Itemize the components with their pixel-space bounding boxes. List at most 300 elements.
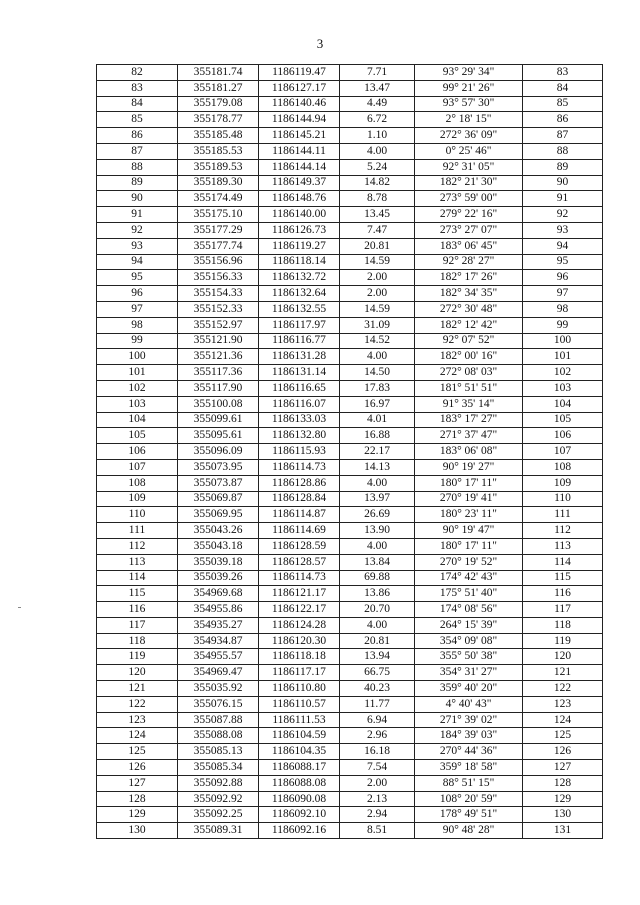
next-point-number-cell: 130 xyxy=(523,807,603,823)
y-coordinate-cell: 1186121.17 xyxy=(259,586,340,602)
table-row xyxy=(97,570,603,586)
x-coordinate-cell: 355088.08 xyxy=(178,728,259,744)
next-point-number-cell: 90 xyxy=(523,175,603,191)
direction-angle-cell: 91° 35' 14" xyxy=(415,396,523,412)
distance-cell: 26.69 xyxy=(340,507,415,523)
table-row xyxy=(97,80,603,96)
next-point-number-cell: 131 xyxy=(523,823,603,839)
table-row xyxy=(97,191,603,207)
next-point-number-cell: 120 xyxy=(523,649,603,665)
x-coordinate-cell: 355174.49 xyxy=(178,191,259,207)
table-row xyxy=(97,475,603,491)
y-coordinate-cell: 1186128.57 xyxy=(259,554,340,570)
x-coordinate-cell: 355092.25 xyxy=(178,807,259,823)
direction-angle-cell: 174° 42' 43" xyxy=(415,570,523,586)
table-row xyxy=(97,428,603,444)
table-row xyxy=(97,791,603,807)
distance-cell: 4.00 xyxy=(340,475,415,491)
x-coordinate-cell: 355085.34 xyxy=(178,760,259,776)
next-point-number-cell: 105 xyxy=(523,412,603,428)
next-point-number-cell: 108 xyxy=(523,459,603,475)
distance-cell: 2.00 xyxy=(340,270,415,286)
next-point-number-cell: 111 xyxy=(523,507,603,523)
direction-angle-cell: 264° 15' 39" xyxy=(415,617,523,633)
x-coordinate-cell: 355177.29 xyxy=(178,222,259,238)
coordinates-table xyxy=(96,64,603,839)
y-coordinate-cell: 1186132.64 xyxy=(259,286,340,302)
table-row xyxy=(97,365,603,381)
x-coordinate-cell: 355121.36 xyxy=(178,349,259,365)
next-point-number-cell: 104 xyxy=(523,396,603,412)
direction-angle-cell: 354° 09' 08" xyxy=(415,633,523,649)
distance-cell: 16.97 xyxy=(340,396,415,412)
distance-cell: 13.45 xyxy=(340,207,415,223)
y-coordinate-cell: 1186116.77 xyxy=(259,333,340,349)
y-coordinate-cell: 1186120.30 xyxy=(259,633,340,649)
table-row xyxy=(97,175,603,191)
table-row xyxy=(97,586,603,602)
point-number-cell: 103 xyxy=(97,396,178,412)
x-coordinate-cell: 355043.18 xyxy=(178,538,259,554)
table-row xyxy=(97,459,603,475)
table-row xyxy=(97,159,603,175)
margin-mark xyxy=(18,607,21,608)
next-point-number-cell: 107 xyxy=(523,444,603,460)
table-row xyxy=(97,128,603,144)
x-coordinate-cell: 355069.87 xyxy=(178,491,259,507)
x-coordinate-cell: 355076.15 xyxy=(178,696,259,712)
y-coordinate-cell: 1186088.17 xyxy=(259,760,340,776)
table-row xyxy=(97,760,603,776)
direction-angle-cell: 270° 19' 41" xyxy=(415,491,523,507)
direction-angle-cell: 93° 57' 30" xyxy=(415,96,523,112)
direction-angle-cell: 178° 49' 51" xyxy=(415,807,523,823)
x-coordinate-cell: 354935.27 xyxy=(178,617,259,633)
point-number-cell: 94 xyxy=(97,254,178,270)
distance-cell: 7.47 xyxy=(340,222,415,238)
x-coordinate-cell: 355092.88 xyxy=(178,775,259,791)
point-number-cell: 113 xyxy=(97,554,178,570)
next-point-number-cell: 92 xyxy=(523,207,603,223)
y-coordinate-cell: 1186104.59 xyxy=(259,728,340,744)
direction-angle-cell: 184° 39' 03" xyxy=(415,728,523,744)
next-point-number-cell: 114 xyxy=(523,554,603,570)
point-number-cell: 102 xyxy=(97,380,178,396)
next-point-number-cell: 93 xyxy=(523,222,603,238)
point-number-cell: 104 xyxy=(97,412,178,428)
x-coordinate-cell: 355175.10 xyxy=(178,207,259,223)
x-coordinate-cell: 355087.88 xyxy=(178,712,259,728)
page-number: 3 xyxy=(316,36,324,51)
x-coordinate-cell: 355117.90 xyxy=(178,380,259,396)
table-row xyxy=(97,286,603,302)
x-coordinate-cell: 355069.95 xyxy=(178,507,259,523)
direction-angle-cell: 174° 08' 56" xyxy=(415,602,523,618)
table-row xyxy=(97,681,603,697)
next-point-number-cell: 110 xyxy=(523,491,603,507)
direction-angle-cell: 182° 00' 16" xyxy=(415,349,523,365)
x-coordinate-cell: 355177.74 xyxy=(178,238,259,254)
point-number-cell: 109 xyxy=(97,491,178,507)
next-point-number-cell: 126 xyxy=(523,744,603,760)
distance-cell: 4.00 xyxy=(340,538,415,554)
point-number-cell: 85 xyxy=(97,112,178,128)
y-coordinate-cell: 1186116.65 xyxy=(259,380,340,396)
direction-angle-cell: 180° 17' 11" xyxy=(415,538,523,554)
point-number-cell: 128 xyxy=(97,791,178,807)
direction-angle-cell: 272° 36' 09" xyxy=(415,128,523,144)
point-number-cell: 88 xyxy=(97,159,178,175)
next-point-number-cell: 106 xyxy=(523,428,603,444)
y-coordinate-cell: 1186127.17 xyxy=(259,80,340,96)
table-row xyxy=(97,649,603,665)
point-number-cell: 93 xyxy=(97,238,178,254)
distance-cell: 2.94 xyxy=(340,807,415,823)
distance-cell: 17.83 xyxy=(340,380,415,396)
point-number-cell: 95 xyxy=(97,270,178,286)
point-number-cell: 97 xyxy=(97,301,178,317)
next-point-number-cell: 86 xyxy=(523,112,603,128)
table-row xyxy=(97,65,603,81)
table-row xyxy=(97,775,603,791)
distance-cell: 7.71 xyxy=(340,65,415,81)
next-point-number-cell: 84 xyxy=(523,80,603,96)
y-coordinate-cell: 1186115.93 xyxy=(259,444,340,460)
direction-angle-cell: 182° 34' 35" xyxy=(415,286,523,302)
table-row xyxy=(97,617,603,633)
point-number-cell: 124 xyxy=(97,728,178,744)
x-coordinate-cell: 355092.92 xyxy=(178,791,259,807)
point-number-cell: 121 xyxy=(97,681,178,697)
point-number-cell: 82 xyxy=(97,65,178,81)
x-coordinate-cell: 355039.18 xyxy=(178,554,259,570)
point-number-cell: 84 xyxy=(97,96,178,112)
distance-cell: 20.81 xyxy=(340,633,415,649)
point-number-cell: 129 xyxy=(97,807,178,823)
direction-angle-cell: 272° 30' 48" xyxy=(415,301,523,317)
x-coordinate-cell: 355154.33 xyxy=(178,286,259,302)
direction-angle-cell: 271° 39' 02" xyxy=(415,712,523,728)
point-number-cell: 87 xyxy=(97,143,178,159)
distance-cell: 13.94 xyxy=(340,649,415,665)
direction-angle-cell: 90° 19' 27" xyxy=(415,459,523,475)
direction-angle-cell: 270° 44' 36" xyxy=(415,744,523,760)
table-row xyxy=(97,96,603,112)
distance-cell: 6.72 xyxy=(340,112,415,128)
distance-cell: 7.54 xyxy=(340,760,415,776)
table-row xyxy=(97,444,603,460)
y-coordinate-cell: 1186132.72 xyxy=(259,270,340,286)
point-number-cell: 125 xyxy=(97,744,178,760)
next-point-number-cell: 118 xyxy=(523,617,603,633)
y-coordinate-cell: 1186110.80 xyxy=(259,681,340,697)
distance-cell: 4.00 xyxy=(340,143,415,159)
coordinates-table-body xyxy=(97,65,603,839)
x-coordinate-cell: 355152.97 xyxy=(178,317,259,333)
x-coordinate-cell: 354934.87 xyxy=(178,633,259,649)
point-number-cell: 86 xyxy=(97,128,178,144)
x-coordinate-cell: 355085.13 xyxy=(178,744,259,760)
next-point-number-cell: 99 xyxy=(523,317,603,333)
y-coordinate-cell: 1186132.80 xyxy=(259,428,340,444)
distance-cell: 13.90 xyxy=(340,523,415,539)
y-coordinate-cell: 1186114.73 xyxy=(259,570,340,586)
y-coordinate-cell: 1186133.03 xyxy=(259,412,340,428)
direction-angle-cell: 90° 19' 47" xyxy=(415,523,523,539)
direction-angle-cell: 183° 06' 45" xyxy=(415,238,523,254)
point-number-cell: 130 xyxy=(97,823,178,839)
distance-cell: 13.86 xyxy=(340,586,415,602)
x-coordinate-cell: 355095.61 xyxy=(178,428,259,444)
distance-cell: 66.75 xyxy=(340,665,415,681)
y-coordinate-cell: 1186092.10 xyxy=(259,807,340,823)
next-point-number-cell: 96 xyxy=(523,270,603,286)
table-row xyxy=(97,491,603,507)
point-number-cell: 99 xyxy=(97,333,178,349)
y-coordinate-cell: 1186090.08 xyxy=(259,791,340,807)
x-coordinate-cell: 354969.68 xyxy=(178,586,259,602)
x-coordinate-cell: 355035.92 xyxy=(178,681,259,697)
table-row xyxy=(97,554,603,570)
point-number-cell: 108 xyxy=(97,475,178,491)
table-row xyxy=(97,712,603,728)
x-coordinate-cell: 355181.27 xyxy=(178,80,259,96)
direction-angle-cell: 355° 50' 38" xyxy=(415,649,523,665)
distance-cell: 1.10 xyxy=(340,128,415,144)
point-number-cell: 92 xyxy=(97,222,178,238)
point-number-cell: 112 xyxy=(97,538,178,554)
distance-cell: 5.24 xyxy=(340,159,415,175)
table-row xyxy=(97,207,603,223)
x-coordinate-cell: 355178.77 xyxy=(178,112,259,128)
distance-cell: 2.00 xyxy=(340,286,415,302)
direction-angle-cell: 0° 25' 46" xyxy=(415,143,523,159)
y-coordinate-cell: 1186092.16 xyxy=(259,823,340,839)
distance-cell: 2.96 xyxy=(340,728,415,744)
x-coordinate-cell: 355156.33 xyxy=(178,270,259,286)
x-coordinate-cell: 355156.96 xyxy=(178,254,259,270)
y-coordinate-cell: 1186140.00 xyxy=(259,207,340,223)
x-coordinate-cell: 355089.31 xyxy=(178,823,259,839)
table-row xyxy=(97,665,603,681)
y-coordinate-cell: 1186128.59 xyxy=(259,538,340,554)
distance-cell: 4.00 xyxy=(340,349,415,365)
table-row xyxy=(97,143,603,159)
table-row xyxy=(97,523,603,539)
y-coordinate-cell: 1186131.14 xyxy=(259,365,340,381)
x-coordinate-cell: 355179.08 xyxy=(178,96,259,112)
next-point-number-cell: 103 xyxy=(523,380,603,396)
next-point-number-cell: 113 xyxy=(523,538,603,554)
distance-cell: 13.84 xyxy=(340,554,415,570)
y-coordinate-cell: 1186114.69 xyxy=(259,523,340,539)
point-number-cell: 90 xyxy=(97,191,178,207)
next-point-number-cell: 122 xyxy=(523,681,603,697)
y-coordinate-cell: 1186114.87 xyxy=(259,507,340,523)
distance-cell: 14.52 xyxy=(340,333,415,349)
direction-angle-cell: 279° 22' 16" xyxy=(415,207,523,223)
x-coordinate-cell: 355100.08 xyxy=(178,396,259,412)
direction-angle-cell: 182° 17' 26" xyxy=(415,270,523,286)
x-coordinate-cell: 355099.61 xyxy=(178,412,259,428)
point-number-cell: 100 xyxy=(97,349,178,365)
distance-cell: 13.47 xyxy=(340,80,415,96)
y-coordinate-cell: 1186088.08 xyxy=(259,775,340,791)
next-point-number-cell: 112 xyxy=(523,523,603,539)
next-point-number-cell: 125 xyxy=(523,728,603,744)
table-row xyxy=(97,222,603,238)
y-coordinate-cell: 1186128.86 xyxy=(259,475,340,491)
direction-angle-cell: 181° 51' 51" xyxy=(415,380,523,396)
x-coordinate-cell: 355117.36 xyxy=(178,365,259,381)
direction-angle-cell: 182° 21' 30" xyxy=(415,175,523,191)
distance-cell: 22.17 xyxy=(340,444,415,460)
distance-cell: 2.13 xyxy=(340,791,415,807)
distance-cell: 14.13 xyxy=(340,459,415,475)
direction-angle-cell: 108° 20' 59" xyxy=(415,791,523,807)
next-point-number-cell: 124 xyxy=(523,712,603,728)
x-coordinate-cell: 355039.26 xyxy=(178,570,259,586)
y-coordinate-cell: 1186144.14 xyxy=(259,159,340,175)
y-coordinate-cell: 1186128.84 xyxy=(259,491,340,507)
point-number-cell: 119 xyxy=(97,649,178,665)
x-coordinate-cell: 354969.47 xyxy=(178,665,259,681)
distance-cell: 13.97 xyxy=(340,491,415,507)
y-coordinate-cell: 1186110.57 xyxy=(259,696,340,712)
direction-angle-cell: 88° 51' 15" xyxy=(415,775,523,791)
y-coordinate-cell: 1186114.73 xyxy=(259,459,340,475)
direction-angle-cell: 175° 51' 40" xyxy=(415,586,523,602)
table-row xyxy=(97,744,603,760)
y-coordinate-cell: 1186116.07 xyxy=(259,396,340,412)
x-coordinate-cell: 354955.86 xyxy=(178,602,259,618)
distance-cell: 8.51 xyxy=(340,823,415,839)
direction-angle-cell: 2° 18' 15" xyxy=(415,112,523,128)
distance-cell: 6.94 xyxy=(340,712,415,728)
distance-cell: 8.78 xyxy=(340,191,415,207)
next-point-number-cell: 129 xyxy=(523,791,603,807)
y-coordinate-cell: 1186104.35 xyxy=(259,744,340,760)
point-number-cell: 101 xyxy=(97,365,178,381)
point-number-cell: 106 xyxy=(97,444,178,460)
table-row xyxy=(97,238,603,254)
next-point-number-cell: 116 xyxy=(523,586,603,602)
y-coordinate-cell: 1186111.53 xyxy=(259,712,340,728)
x-coordinate-cell: 355073.95 xyxy=(178,459,259,475)
y-coordinate-cell: 1186145.21 xyxy=(259,128,340,144)
y-coordinate-cell: 1186144.94 xyxy=(259,112,340,128)
y-coordinate-cell: 1186148.76 xyxy=(259,191,340,207)
y-coordinate-cell: 1186144.11 xyxy=(259,143,340,159)
table-row xyxy=(97,823,603,839)
point-number-cell: 116 xyxy=(97,602,178,618)
x-coordinate-cell: 355043.26 xyxy=(178,523,259,539)
x-coordinate-cell: 355189.30 xyxy=(178,175,259,191)
table-row xyxy=(97,380,603,396)
direction-angle-cell: 183° 06' 08" xyxy=(415,444,523,460)
x-coordinate-cell: 355152.33 xyxy=(178,301,259,317)
point-number-cell: 105 xyxy=(97,428,178,444)
next-point-number-cell: 128 xyxy=(523,775,603,791)
point-number-cell: 122 xyxy=(97,696,178,712)
point-number-cell: 96 xyxy=(97,286,178,302)
distance-cell: 2.00 xyxy=(340,775,415,791)
point-number-cell: 110 xyxy=(97,507,178,523)
direction-angle-cell: 359° 18' 58" xyxy=(415,760,523,776)
table-row xyxy=(97,396,603,412)
direction-angle-cell: 99° 21' 26" xyxy=(415,80,523,96)
point-number-cell: 117 xyxy=(97,617,178,633)
direction-angle-cell: 272° 08' 03" xyxy=(415,365,523,381)
distance-cell: 20.70 xyxy=(340,602,415,618)
y-coordinate-cell: 1186140.46 xyxy=(259,96,340,112)
distance-cell: 4.49 xyxy=(340,96,415,112)
next-point-number-cell: 119 xyxy=(523,633,603,649)
point-number-cell: 98 xyxy=(97,317,178,333)
y-coordinate-cell: 1186131.28 xyxy=(259,349,340,365)
x-coordinate-cell: 355189.53 xyxy=(178,159,259,175)
next-point-number-cell: 102 xyxy=(523,365,603,381)
distance-cell: 4.01 xyxy=(340,412,415,428)
point-number-cell: 115 xyxy=(97,586,178,602)
distance-cell: 40.23 xyxy=(340,681,415,697)
distance-cell: 31.09 xyxy=(340,317,415,333)
next-point-number-cell: 85 xyxy=(523,96,603,112)
y-coordinate-cell: 1186122.17 xyxy=(259,602,340,618)
table-row xyxy=(97,254,603,270)
point-number-cell: 114 xyxy=(97,570,178,586)
y-coordinate-cell: 1186117.17 xyxy=(259,665,340,681)
table-row xyxy=(97,349,603,365)
x-coordinate-cell: 355096.09 xyxy=(178,444,259,460)
x-coordinate-cell: 354955.57 xyxy=(178,649,259,665)
table-row xyxy=(97,633,603,649)
point-number-cell: 91 xyxy=(97,207,178,223)
point-number-cell: 83 xyxy=(97,80,178,96)
point-number-cell: 120 xyxy=(97,665,178,681)
direction-angle-cell: 271° 37' 47" xyxy=(415,428,523,444)
distance-cell: 14.50 xyxy=(340,365,415,381)
direction-angle-cell: 92° 31' 05" xyxy=(415,159,523,175)
direction-angle-cell: 180° 17' 11" xyxy=(415,475,523,491)
next-point-number-cell: 121 xyxy=(523,665,603,681)
direction-angle-cell: 354° 31' 27" xyxy=(415,665,523,681)
x-coordinate-cell: 355073.87 xyxy=(178,475,259,491)
distance-cell: 14.59 xyxy=(340,254,415,270)
table-row xyxy=(97,270,603,286)
next-point-number-cell: 91 xyxy=(523,191,603,207)
direction-angle-cell: 183° 17' 27" xyxy=(415,412,523,428)
point-number-cell: 123 xyxy=(97,712,178,728)
table-row xyxy=(97,301,603,317)
direction-angle-cell: 270° 19' 52" xyxy=(415,554,523,570)
next-point-number-cell: 109 xyxy=(523,475,603,491)
direction-angle-cell: 93° 29' 34" xyxy=(415,65,523,81)
direction-angle-cell: 182° 12' 42" xyxy=(415,317,523,333)
next-point-number-cell: 94 xyxy=(523,238,603,254)
next-point-number-cell: 89 xyxy=(523,159,603,175)
distance-cell: 4.00 xyxy=(340,617,415,633)
next-point-number-cell: 117 xyxy=(523,602,603,618)
y-coordinate-cell: 1186126.73 xyxy=(259,222,340,238)
direction-angle-cell: 92° 28' 27" xyxy=(415,254,523,270)
y-coordinate-cell: 1186118.14 xyxy=(259,254,340,270)
table-row xyxy=(97,728,603,744)
x-coordinate-cell: 355185.53 xyxy=(178,143,259,159)
next-point-number-cell: 95 xyxy=(523,254,603,270)
next-point-number-cell: 127 xyxy=(523,760,603,776)
next-point-number-cell: 100 xyxy=(523,333,603,349)
